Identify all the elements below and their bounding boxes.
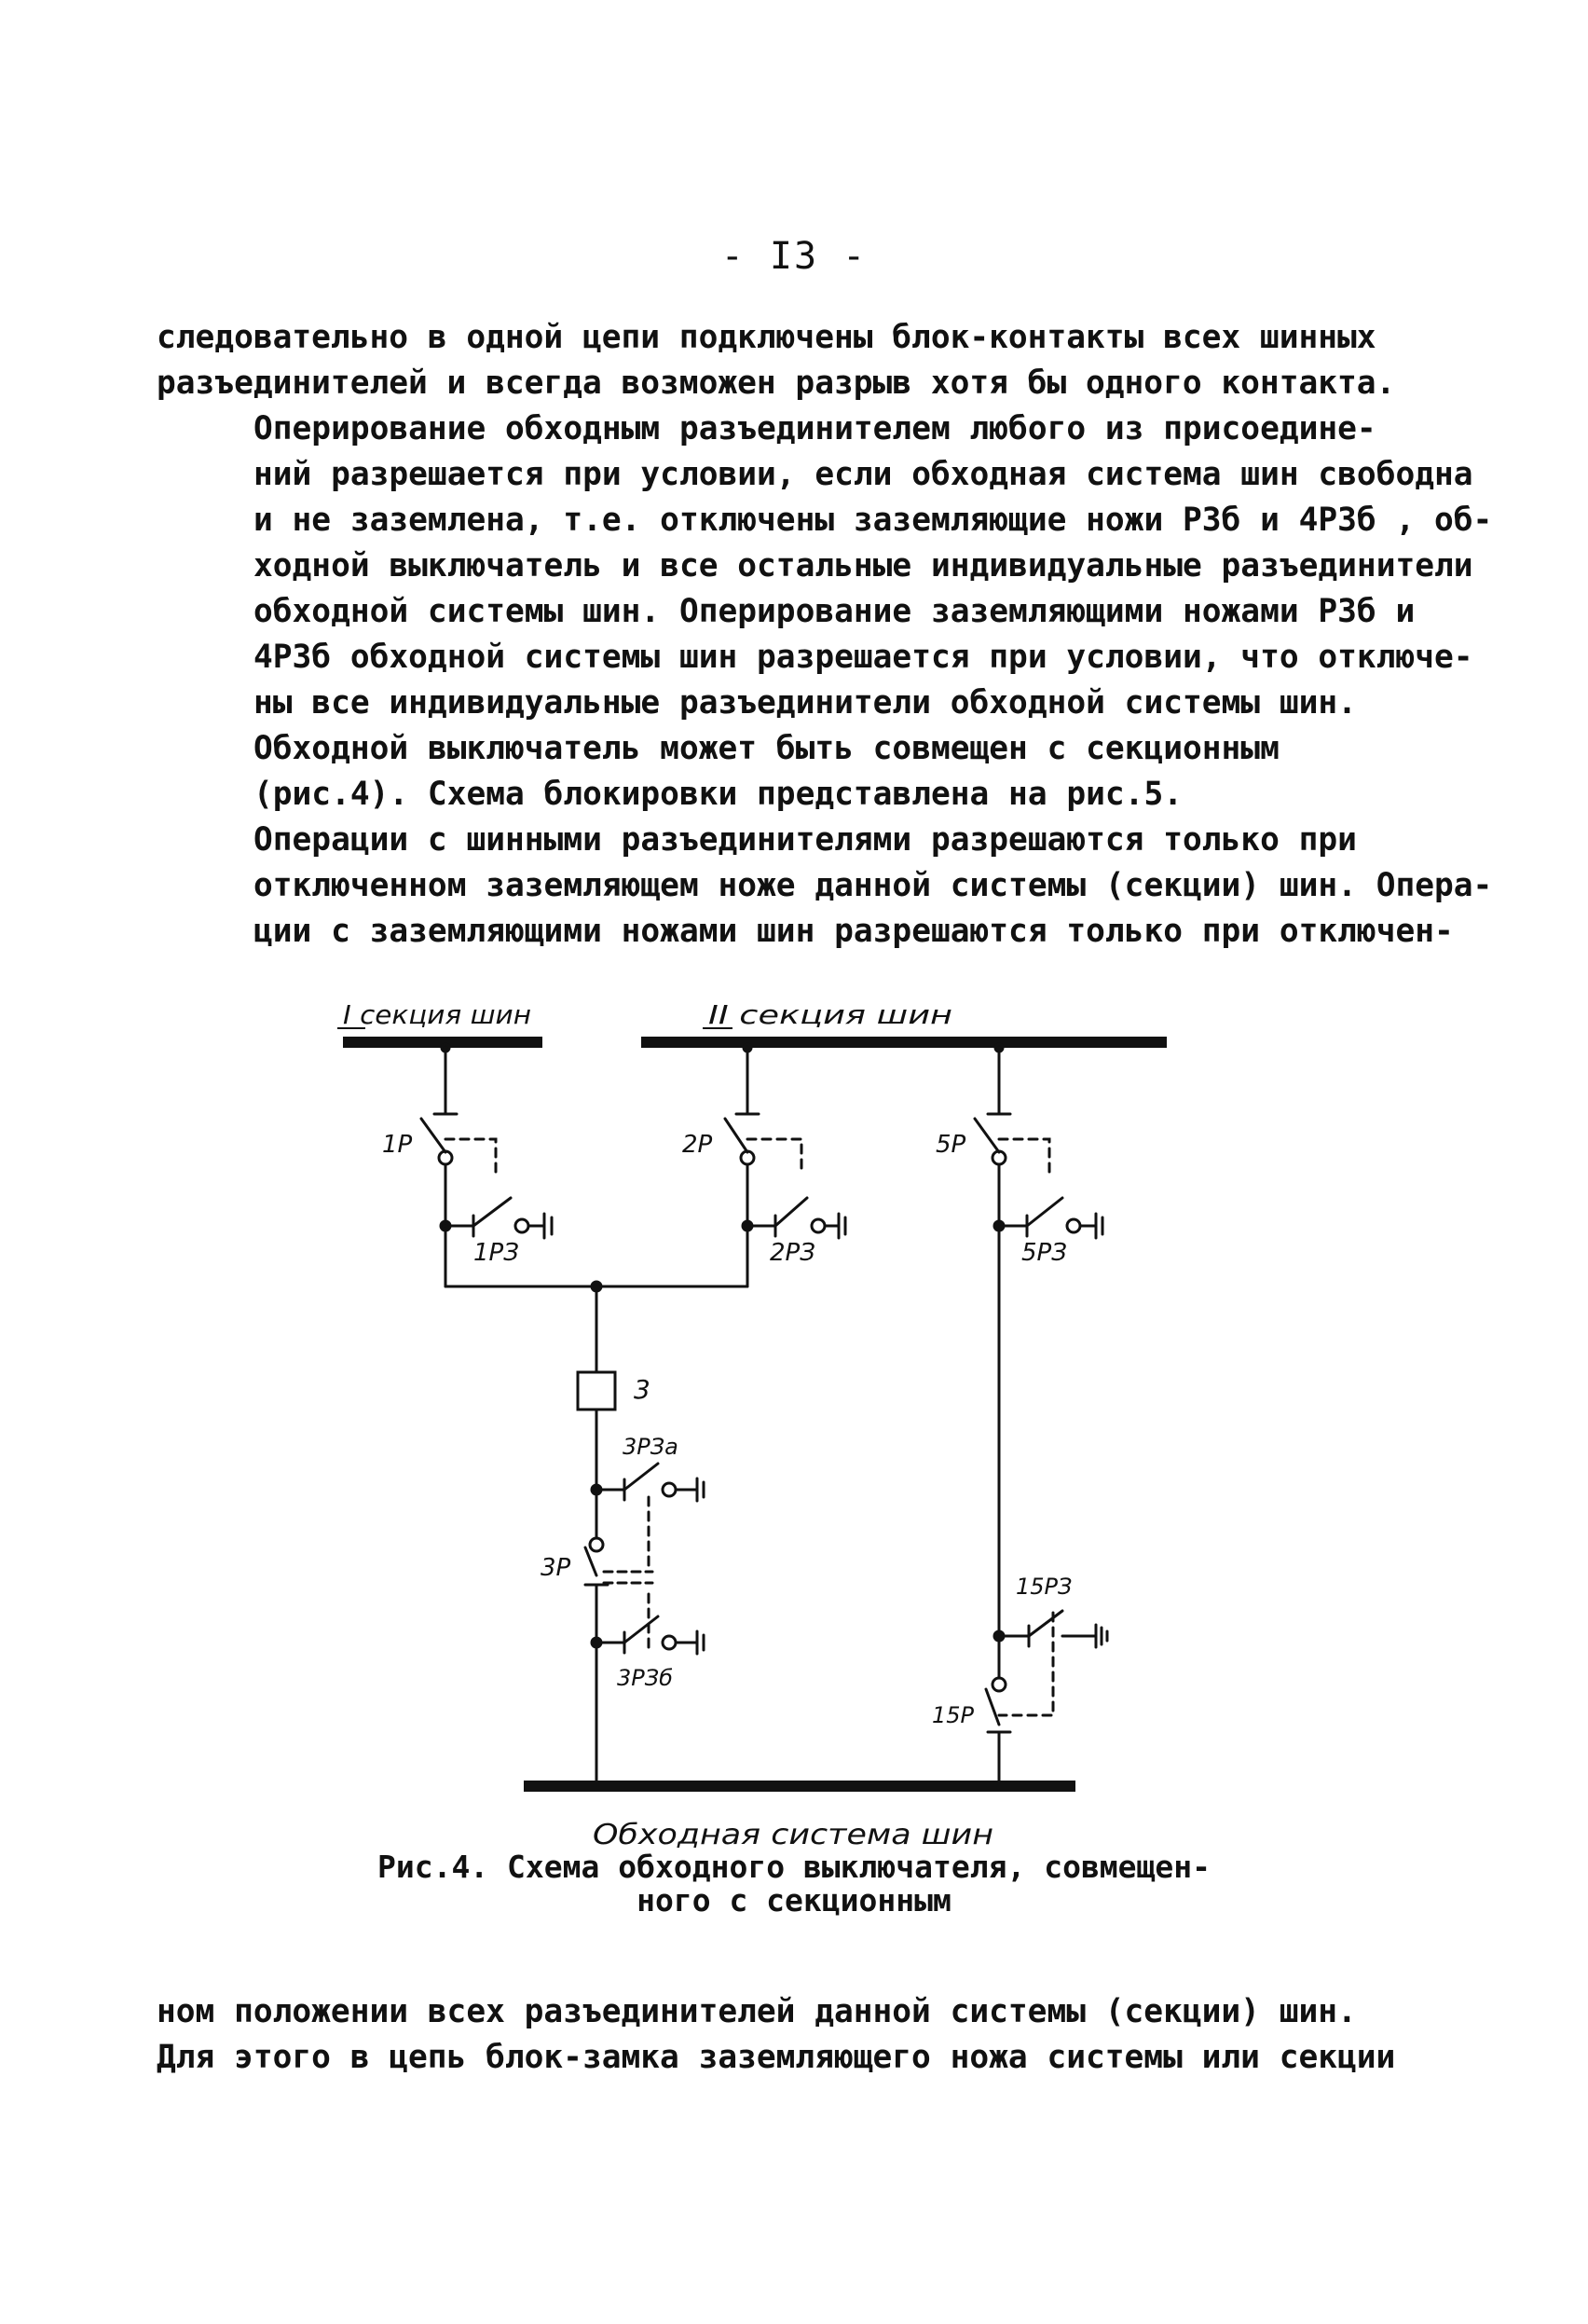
earthing-switch-3p3b (663, 1636, 676, 1649)
text-line: 4РЗб обходной системы шин разрешается при условии, что отключе- (253, 639, 1473, 676)
earthing-switch-5p3 (1067, 1219, 1080, 1232)
label-15p: 15Р (932, 1702, 975, 1728)
caption-line-2: ного с секционным (637, 1882, 951, 1918)
paragraph (157, 1989, 1405, 2081)
label-1p: 1Р (382, 1131, 413, 1159)
label-3p3a: 3РЗа (623, 1434, 678, 1460)
label-1p3: 1РЗ (473, 1239, 519, 1267)
bus-section-2-label: II секция шин (708, 999, 952, 1030)
label-5p3: 5РЗ (1021, 1239, 1067, 1267)
label-5p: 5Р (936, 1131, 966, 1159)
earthing-switch-3p3a (663, 1483, 676, 1496)
text-line: ний разрешается при условии, если обходная система шин свободна (253, 456, 1473, 493)
caption-line-1: Рис.4. Схема обходного выключателя, совмещен- (376, 1849, 1212, 1885)
text-line: Обходной выключатель может быть совмещен с секционным (253, 730, 1280, 767)
disconnector-3p (590, 1538, 603, 1551)
text-line: Для этого в цепь блок-замка заземляющего ножа системы или секции (157, 2039, 1396, 2076)
text-line: (рис.4). Схема блокировки представлена на рис.5. (253, 776, 1183, 813)
text-line: ции с заземляющими ножами шин разрешаются только при отключен- (253, 913, 1454, 950)
earthing-switch-1p3 (515, 1219, 528, 1232)
text-line: обходной системы шин. Оперирование заземляющими ножами РЗб и (253, 593, 1416, 630)
label-2p: 2Р (682, 1131, 713, 1159)
label-2p3: 2РЗ (770, 1239, 815, 1267)
page-number: - I3 - (720, 235, 868, 278)
text-line: Операции с шинными разъединителями разрешаются только при (253, 821, 1357, 859)
earthing-switch-2p3 (812, 1219, 825, 1232)
bypass-bus-label: Обходная система шин (593, 1819, 993, 1851)
disconnector-15p (992, 1678, 1006, 1691)
bus-section-1-label: I секция шин (343, 999, 531, 1030)
text-line: и не заземлена, т.е. отключены заземляющие ножи РЗб и 4РЗб , об- (253, 502, 1493, 539)
text-line: ны все индивидуальные разъединители обходной системы шин. (253, 684, 1357, 722)
label-15p3: 15РЗ (1016, 1574, 1073, 1600)
branch-5 (975, 1044, 1107, 1781)
figure-caption (0, 1850, 1588, 1918)
text-line: Оперирование обходным разъединителем любого из присоедине- (253, 410, 1376, 447)
text-line: ходной выключатель и все остальные индивидуальные разъединители (253, 547, 1473, 584)
label-3p3b: 3РЗб (617, 1665, 673, 1691)
body-text-bottom (157, 1989, 1405, 2081)
text-line: разъединителей и всегда возможен разрыв хотя бы одного контакта. (157, 364, 1396, 402)
text-line: ном положении всех разъединителей данной системы (секции) шин. (157, 1993, 1357, 2030)
text-line: отключенном заземляющем ноже данной системы (секции) шин. Опера- (253, 867, 1493, 904)
text-line: следовательно в одной цепи подключены блок-контакты всех шинных (157, 319, 1376, 356)
breaker-3 (578, 1372, 615, 1410)
label-breaker-3: 3 (634, 1374, 650, 1405)
label-3p: 3Р (541, 1554, 571, 1582)
